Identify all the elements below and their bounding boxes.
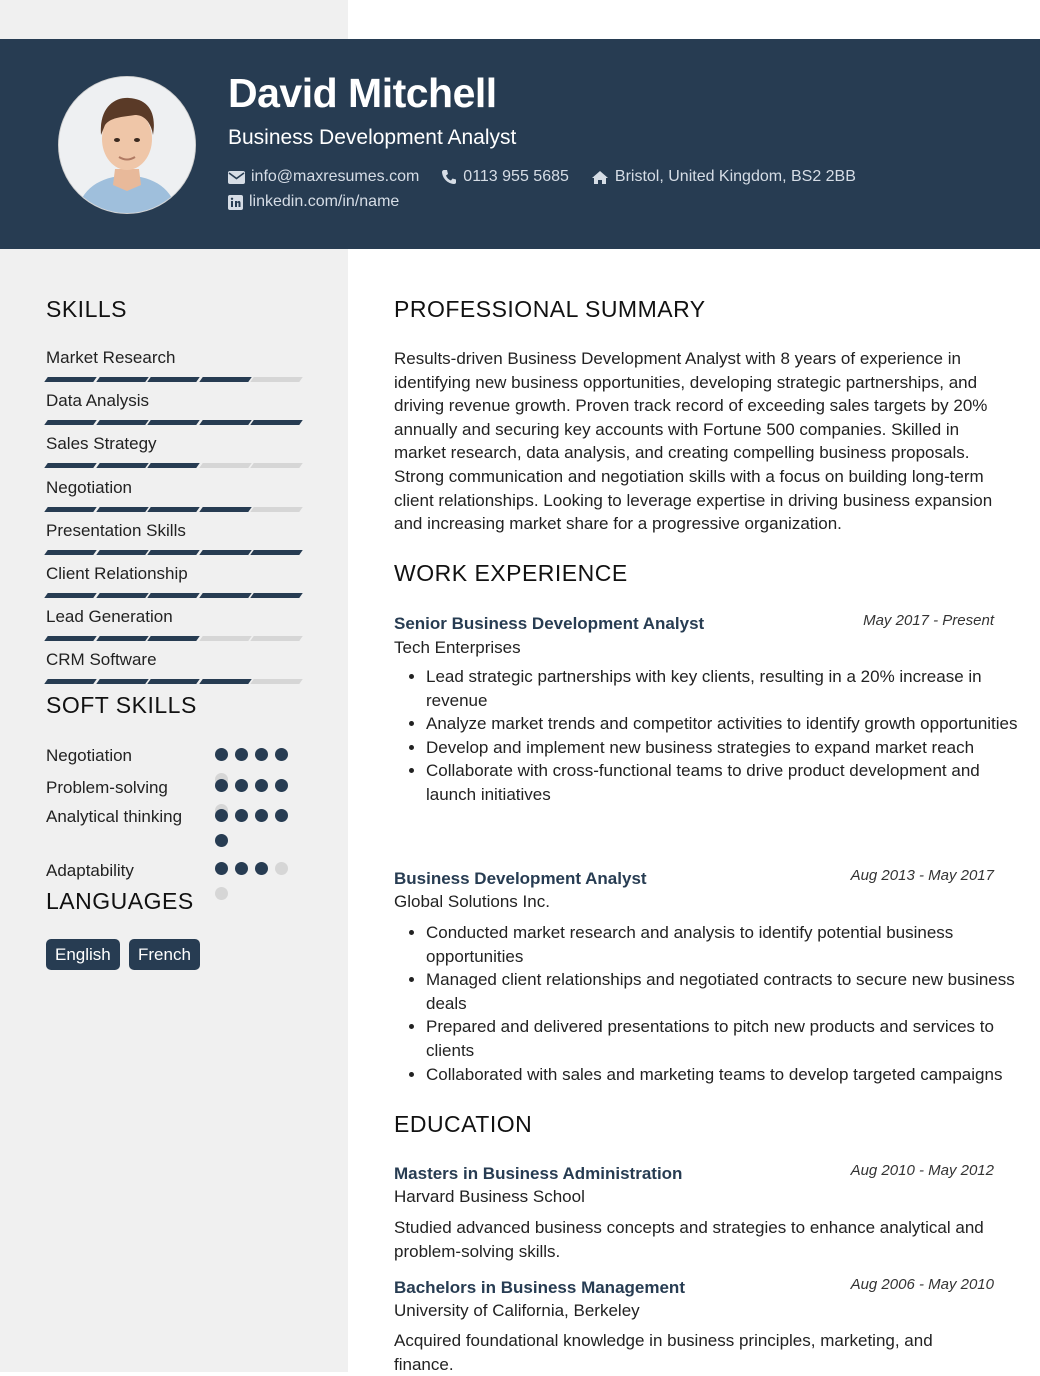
skill-level-segment — [44, 679, 97, 684]
skill-level-segment — [199, 550, 252, 555]
rating-dot — [215, 779, 228, 792]
skill-level-segment — [147, 377, 200, 382]
job-bullet: • Collaborated with sales and marketing teams to develop targeted campaigns — [426, 1063, 1030, 1087]
rating-dot — [215, 834, 228, 847]
skill-label: Negotiation — [46, 477, 133, 497]
language-badge: French — [129, 939, 200, 970]
degree-title: Masters in Business Administration — [394, 1164, 683, 1183]
skill-level-segment — [147, 420, 200, 425]
job-bullet: • Managed client relationships and negotiated contracts to secure new business deals — [426, 968, 1030, 1015]
skill-level-segment — [44, 507, 97, 512]
profile-photo — [58, 76, 196, 214]
skill-level-segment — [147, 593, 200, 598]
soft-skill-rating — [215, 862, 295, 912]
rating-dot — [255, 779, 268, 792]
phone-icon — [441, 169, 457, 185]
skill-level-segment — [96, 377, 149, 382]
skill-level-bar — [46, 550, 304, 555]
candidate-name: David Mitchell — [228, 70, 497, 116]
skill-level-segment — [199, 377, 252, 382]
contact-row-2 — [228, 193, 421, 211]
skill-level-segment — [199, 507, 252, 512]
skill-label: Client Relationship — [46, 564, 188, 583]
soft-skill-label: Analytical thinking — [46, 807, 183, 826]
linkedin-text: linkedin.com/in/name — [249, 193, 400, 210]
skill-level-bar — [46, 636, 304, 641]
skill-level-bar — [46, 679, 304, 684]
skill-level-segment — [250, 377, 303, 382]
job-company: Global Solutions Inc. — [394, 892, 550, 911]
skill-level-segment — [250, 593, 303, 598]
skill-level-segment — [96, 593, 149, 598]
contact-address — [591, 168, 856, 186]
rating-dot — [235, 809, 248, 822]
skills-heading: SKILLS — [46, 296, 127, 322]
skill-level-segment — [44, 593, 97, 598]
home-icon — [591, 170, 609, 185]
rating-dot — [235, 862, 248, 875]
skill-level-segment — [250, 463, 303, 468]
job-bullets — [394, 665, 1030, 807]
email-text: info@maxresumes.com — [251, 168, 420, 185]
rating-dot — [215, 887, 228, 900]
language-badge: English — [46, 939, 120, 970]
skill-label: Data Analysis — [46, 391, 149, 411]
job-title: Business Development Analyst — [394, 869, 647, 888]
rating-dot — [215, 809, 228, 822]
skill-level-bar — [46, 507, 304, 512]
rating-dot — [275, 779, 288, 792]
skill-level-segment — [199, 593, 252, 598]
phone-text: 0113 955 5685 — [463, 168, 569, 185]
rating-dot — [255, 862, 268, 875]
rating-dot — [255, 809, 268, 822]
skill-level-bar — [46, 463, 304, 468]
skill-level-segment — [250, 420, 303, 425]
rating-dot — [275, 748, 288, 761]
skill-level-segment — [147, 679, 200, 684]
job-bullet: • Analyze market trends and competitor activities to identify growth opportunities — [426, 712, 1030, 736]
job-company: Tech Enterprises — [394, 638, 521, 657]
skill-level-segment — [96, 679, 149, 684]
skill-level-segment — [44, 377, 97, 382]
skill-level-segment — [147, 550, 200, 555]
skill-level-segment — [96, 463, 149, 468]
soft-skill-rating — [215, 809, 295, 859]
skill-label: Sales Strategy — [46, 434, 157, 454]
skill-level-bar — [46, 377, 304, 382]
rating-dot — [215, 748, 228, 761]
skill-label: CRM Software — [46, 650, 157, 670]
rating-dot — [275, 862, 288, 875]
education-heading: EDUCATION — [394, 1111, 533, 1137]
soft-skill-label: Negotiation — [46, 746, 133, 765]
skill-level-segment — [96, 550, 149, 555]
skill-level-segment — [44, 550, 97, 555]
skill-level-segment — [44, 420, 97, 425]
envelope-icon — [228, 171, 245, 184]
skill-level-segment — [199, 636, 252, 641]
skill-level-segment — [250, 679, 303, 684]
degree-description: Studied advanced business concepts and strategies to enhance analytical and problem-solving skills. — [394, 1218, 984, 1261]
skill-level-segment — [147, 463, 200, 468]
languages-heading: LANGUAGES — [46, 888, 194, 914]
rating-dot — [275, 809, 288, 822]
job-title: Senior Business Development Analyst — [394, 614, 705, 633]
job-dates: Aug 2013 - May 2017 — [850, 867, 994, 884]
experience-heading: WORK EXPERIENCE — [394, 560, 628, 586]
skill-level-segment — [96, 507, 149, 512]
contact-linkedin[interactable] — [228, 193, 399, 211]
job-bullet: • Conducted market research and analysis to identify potential business opportunities — [426, 921, 1030, 968]
skill-level-bar — [46, 593, 304, 598]
degree-description: Acquired foundational knowledge in business principles, marketing, and finance. — [394, 1331, 933, 1374]
job-dates: May 2017 - Present — [863, 612, 994, 629]
degree-dates: Aug 2006 - May 2010 — [850, 1276, 994, 1293]
contact-phone[interactable] — [441, 168, 569, 186]
degree-dates: Aug 2010 - May 2012 — [850, 1162, 994, 1179]
skill-level-segment — [250, 636, 303, 641]
skill-level-segment — [250, 550, 303, 555]
job-bullet: • Collaborate with cross-functional teams to drive product development and launch initiatives — [426, 759, 1030, 806]
rating-dot — [235, 748, 248, 761]
candidate-role: Business Development Analyst — [228, 126, 517, 149]
degree-title: Bachelors in Business Management — [394, 1278, 685, 1297]
skill-level-segment — [199, 463, 252, 468]
contact-row — [228, 168, 878, 186]
skill-label: Lead Generation — [46, 607, 173, 627]
soft-skills-heading: SOFT SKILLS — [46, 692, 197, 718]
address-text: Bristol, United Kingdom, BS2 2BB — [614, 168, 856, 185]
skill-level-segment — [250, 507, 303, 512]
job-bullet: • Develop and implement new business strategies to expand market reach — [426, 736, 1030, 760]
contact-email[interactable] — [228, 168, 419, 186]
linkedin-icon — [228, 195, 243, 210]
skill-level-bar — [46, 420, 304, 425]
skill-level-segment — [96, 420, 149, 425]
summary-heading: PROFESSIONAL SUMMARY — [394, 296, 706, 322]
skill-level-segment — [147, 507, 200, 512]
rating-dot — [255, 748, 268, 761]
skill-level-segment — [96, 636, 149, 641]
job-bullet: • Prepared and delivered presentations to pitch new products and services to clients — [426, 1015, 1030, 1062]
skill-level-segment — [147, 636, 200, 641]
skill-level-segment — [199, 679, 252, 684]
skill-level-segment — [199, 420, 252, 425]
soft-skill-label: Problem-solving — [46, 778, 168, 797]
skill-label: Presentation Skills — [46, 520, 186, 540]
school-name: Harvard Business School — [394, 1187, 585, 1206]
job-bullets — [394, 921, 1030, 1086]
soft-skill-label: Adaptability — [46, 861, 134, 880]
skill-level-segment — [44, 463, 97, 468]
rating-dot — [215, 862, 228, 875]
skill-label: Market Research — [46, 348, 176, 367]
rating-dot — [235, 779, 248, 792]
job-bullet: • Lead strategic partnerships with key clients, resulting in a 20% increase in revenue — [426, 665, 1030, 712]
skill-level-segment — [44, 636, 97, 641]
summary-text: Results-driven Business Development Analyst with 8 years of experience in identifying new business opportunities, developing strategic partnerships, and driving revenue growth. Proven track record of exceeding sales targets by 20% annually and securing key accounts with Fortune 500 companies. Skilled in market research, data analysis, and creating compelling business proposals. Strong communication and negotiation skills with a focus on building long-term client relationships. Looking to leverage expertise in driving business expansion and increasing market share for a progressive organization. — [394, 349, 993, 534]
school-name: University of California, Berkeley — [394, 1301, 640, 1320]
